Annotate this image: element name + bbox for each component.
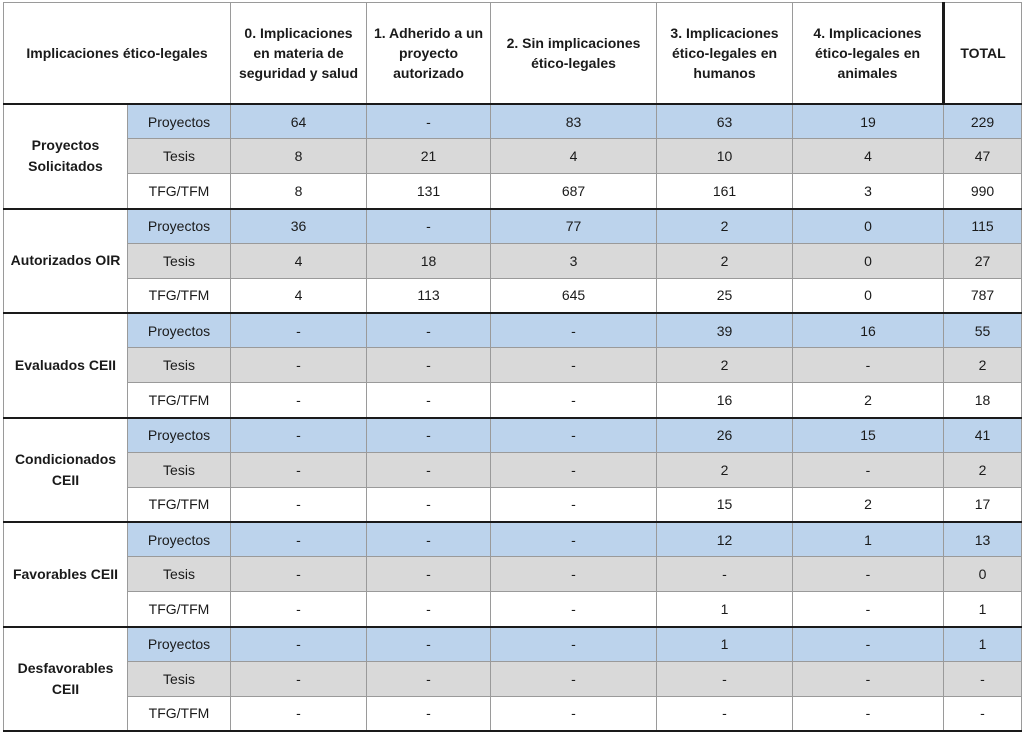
cell-col-1: - <box>367 627 491 662</box>
row-type: Proyectos <box>128 627 231 662</box>
cell-total: 2 <box>944 452 1022 487</box>
row-type: Tesis <box>128 452 231 487</box>
cell-col-1: - <box>367 592 491 627</box>
header-col-1: 1. Adherido a un proyecto autorizado <box>367 3 491 105</box>
table-row <box>4 139 1022 174</box>
cell-col-2: - <box>491 627 657 662</box>
cell-col-0: 8 <box>231 174 367 209</box>
row-type: Proyectos <box>128 313 231 348</box>
cell-col-2: - <box>491 348 657 383</box>
table-row <box>4 174 1022 209</box>
cell-col-2: - <box>491 661 657 696</box>
cell-col-1: - <box>367 696 491 731</box>
table-row <box>4 209 1022 244</box>
cell-total: - <box>944 661 1022 696</box>
cell-col-4: 2 <box>793 487 944 522</box>
cell-col-0: - <box>231 487 367 522</box>
table-row <box>4 418 1022 453</box>
cell-col-2: - <box>491 522 657 557</box>
cell-col-1: - <box>367 452 491 487</box>
cell-total: 55 <box>944 313 1022 348</box>
cell-col-4: 0 <box>793 278 944 313</box>
group-favorables-ceii <box>4 522 1022 627</box>
cell-total: 27 <box>944 243 1022 278</box>
cell-col-2: 645 <box>491 278 657 313</box>
table-row <box>4 348 1022 383</box>
cell-col-3: 25 <box>657 278 793 313</box>
cell-col-4: - <box>793 696 944 731</box>
cell-total: 17 <box>944 487 1022 522</box>
cell-col-2: - <box>491 313 657 348</box>
cell-col-4: 0 <box>793 209 944 244</box>
cell-col-1: - <box>367 104 491 139</box>
group-desfavorables-ceii <box>4 627 1022 732</box>
cell-col-3: 16 <box>657 383 793 418</box>
cell-col-2: 3 <box>491 243 657 278</box>
table-row <box>4 661 1022 696</box>
row-type: Tesis <box>128 243 231 278</box>
cell-total: 787 <box>944 278 1022 313</box>
cell-col-4: 0 <box>793 243 944 278</box>
cell-total: 229 <box>944 104 1022 139</box>
table-row <box>4 487 1022 522</box>
cell-col-4: - <box>793 557 944 592</box>
row-type: TFG/TFM <box>128 696 231 731</box>
table-row <box>4 104 1022 139</box>
cell-col-3: 63 <box>657 104 793 139</box>
cell-col-3: 2 <box>657 348 793 383</box>
table-row <box>4 522 1022 557</box>
cell-col-3: - <box>657 557 793 592</box>
cell-col-4: 15 <box>793 418 944 453</box>
table-row <box>4 383 1022 418</box>
cell-col-3: - <box>657 661 793 696</box>
row-type: Tesis <box>128 348 231 383</box>
cell-col-4: 16 <box>793 313 944 348</box>
cell-col-3: 161 <box>657 174 793 209</box>
cell-col-1: - <box>367 209 491 244</box>
cell-col-2: - <box>491 383 657 418</box>
cell-col-4: - <box>793 661 944 696</box>
cell-col-0: 64 <box>231 104 367 139</box>
table-row <box>4 696 1022 731</box>
cell-col-0: - <box>231 418 367 453</box>
cell-col-0: - <box>231 661 367 696</box>
cell-total: 115 <box>944 209 1022 244</box>
cell-col-2: 83 <box>491 104 657 139</box>
row-type: TFG/TFM <box>128 383 231 418</box>
cell-col-4: - <box>793 627 944 662</box>
header-col-2: 2. Sin implicaciones ético-legales <box>491 3 657 105</box>
cell-total: 41 <box>944 418 1022 453</box>
row-type: Proyectos <box>128 418 231 453</box>
cell-col-0: 4 <box>231 278 367 313</box>
group-condicionados-ceii <box>4 418 1022 523</box>
cell-col-1: 21 <box>367 139 491 174</box>
row-type: Tesis <box>128 557 231 592</box>
cell-total: 18 <box>944 383 1022 418</box>
cell-col-1: - <box>367 418 491 453</box>
ethics-table <box>3 2 1022 732</box>
cell-col-0: - <box>231 452 367 487</box>
cell-col-4: - <box>793 592 944 627</box>
group-label: Proyectos Solicitados <box>4 104 128 209</box>
cell-total: 47 <box>944 139 1022 174</box>
table-row <box>4 627 1022 662</box>
cell-col-2: - <box>491 592 657 627</box>
cell-col-1: - <box>367 557 491 592</box>
cell-col-1: 18 <box>367 243 491 278</box>
cell-col-0: - <box>231 696 367 731</box>
row-type: Proyectos <box>128 522 231 557</box>
cell-total: 0 <box>944 557 1022 592</box>
cell-col-4: 2 <box>793 383 944 418</box>
cell-col-3: 2 <box>657 243 793 278</box>
cell-col-4: 4 <box>793 139 944 174</box>
group-label: Desfavorables CEII <box>4 627 128 732</box>
cell-col-3: 26 <box>657 418 793 453</box>
cell-col-1: - <box>367 487 491 522</box>
header-col-0: 0. Implicaciones en materia de seguridad y salud <box>231 3 367 105</box>
row-type: TFG/TFM <box>128 487 231 522</box>
cell-col-4: 19 <box>793 104 944 139</box>
table-row <box>4 452 1022 487</box>
cell-total: 990 <box>944 174 1022 209</box>
cell-total: 1 <box>944 592 1022 627</box>
cell-col-3: 1 <box>657 592 793 627</box>
cell-col-1: - <box>367 348 491 383</box>
table-row <box>4 313 1022 348</box>
cell-col-2: 4 <box>491 139 657 174</box>
table-header <box>4 3 1022 105</box>
row-type: Tesis <box>128 139 231 174</box>
cell-col-3: 39 <box>657 313 793 348</box>
header-col-3: 3. Implicaciones ético-legales en humanos <box>657 3 793 105</box>
cell-col-0: - <box>231 348 367 383</box>
row-type: TFG/TFM <box>128 174 231 209</box>
cell-col-3: 15 <box>657 487 793 522</box>
row-type: TFG/TFM <box>128 278 231 313</box>
cell-total: - <box>944 696 1022 731</box>
cell-col-1: 131 <box>367 174 491 209</box>
cell-col-2: - <box>491 452 657 487</box>
cell-total: 13 <box>944 522 1022 557</box>
cell-col-3: 1 <box>657 627 793 662</box>
cell-col-0: - <box>231 592 367 627</box>
cell-col-2: - <box>491 696 657 731</box>
cell-col-2: - <box>491 557 657 592</box>
table-row <box>4 278 1022 313</box>
header-corner: Implicaciones ético-legales <box>4 3 231 105</box>
row-type: Proyectos <box>128 104 231 139</box>
cell-col-3: - <box>657 696 793 731</box>
cell-col-3: 10 <box>657 139 793 174</box>
cell-col-3: 2 <box>657 452 793 487</box>
group-label: Evaluados CEII <box>4 313 128 418</box>
row-type: Tesis <box>128 661 231 696</box>
cell-col-2: 77 <box>491 209 657 244</box>
cell-col-3: 12 <box>657 522 793 557</box>
cell-col-0: 4 <box>231 243 367 278</box>
table-row <box>4 243 1022 278</box>
cell-col-4: - <box>793 452 944 487</box>
cell-col-1: - <box>367 522 491 557</box>
cell-col-0: - <box>231 627 367 662</box>
table-row <box>4 557 1022 592</box>
group-label: Autorizados OIR <box>4 209 128 314</box>
group-label: Condicionados CEII <box>4 418 128 523</box>
table-row <box>4 592 1022 627</box>
cell-col-1: - <box>367 661 491 696</box>
group-evaluados-ceii <box>4 313 1022 418</box>
cell-total: 2 <box>944 348 1022 383</box>
cell-col-0: 8 <box>231 139 367 174</box>
header-col-4: 4. Implicaciones ético-legales en animales <box>793 3 944 105</box>
cell-col-2: - <box>491 418 657 453</box>
cell-col-1: 113 <box>367 278 491 313</box>
row-type: Proyectos <box>128 209 231 244</box>
group-proyectos-solicitados <box>4 104 1022 209</box>
cell-col-0: - <box>231 522 367 557</box>
cell-col-0: - <box>231 383 367 418</box>
cell-col-4: 3 <box>793 174 944 209</box>
cell-col-2: - <box>491 487 657 522</box>
group-label: Favorables CEII <box>4 522 128 627</box>
cell-col-2: 687 <box>491 174 657 209</box>
cell-total: 1 <box>944 627 1022 662</box>
cell-col-1: - <box>367 313 491 348</box>
cell-col-1: - <box>367 383 491 418</box>
cell-col-0: - <box>231 557 367 592</box>
group-autorizados-oir <box>4 209 1022 314</box>
cell-col-3: 2 <box>657 209 793 244</box>
cell-col-0: - <box>231 313 367 348</box>
cell-col-4: - <box>793 348 944 383</box>
cell-col-4: 1 <box>793 522 944 557</box>
cell-col-0: 36 <box>231 209 367 244</box>
header-total: TOTAL <box>944 3 1022 105</box>
row-type: TFG/TFM <box>128 592 231 627</box>
